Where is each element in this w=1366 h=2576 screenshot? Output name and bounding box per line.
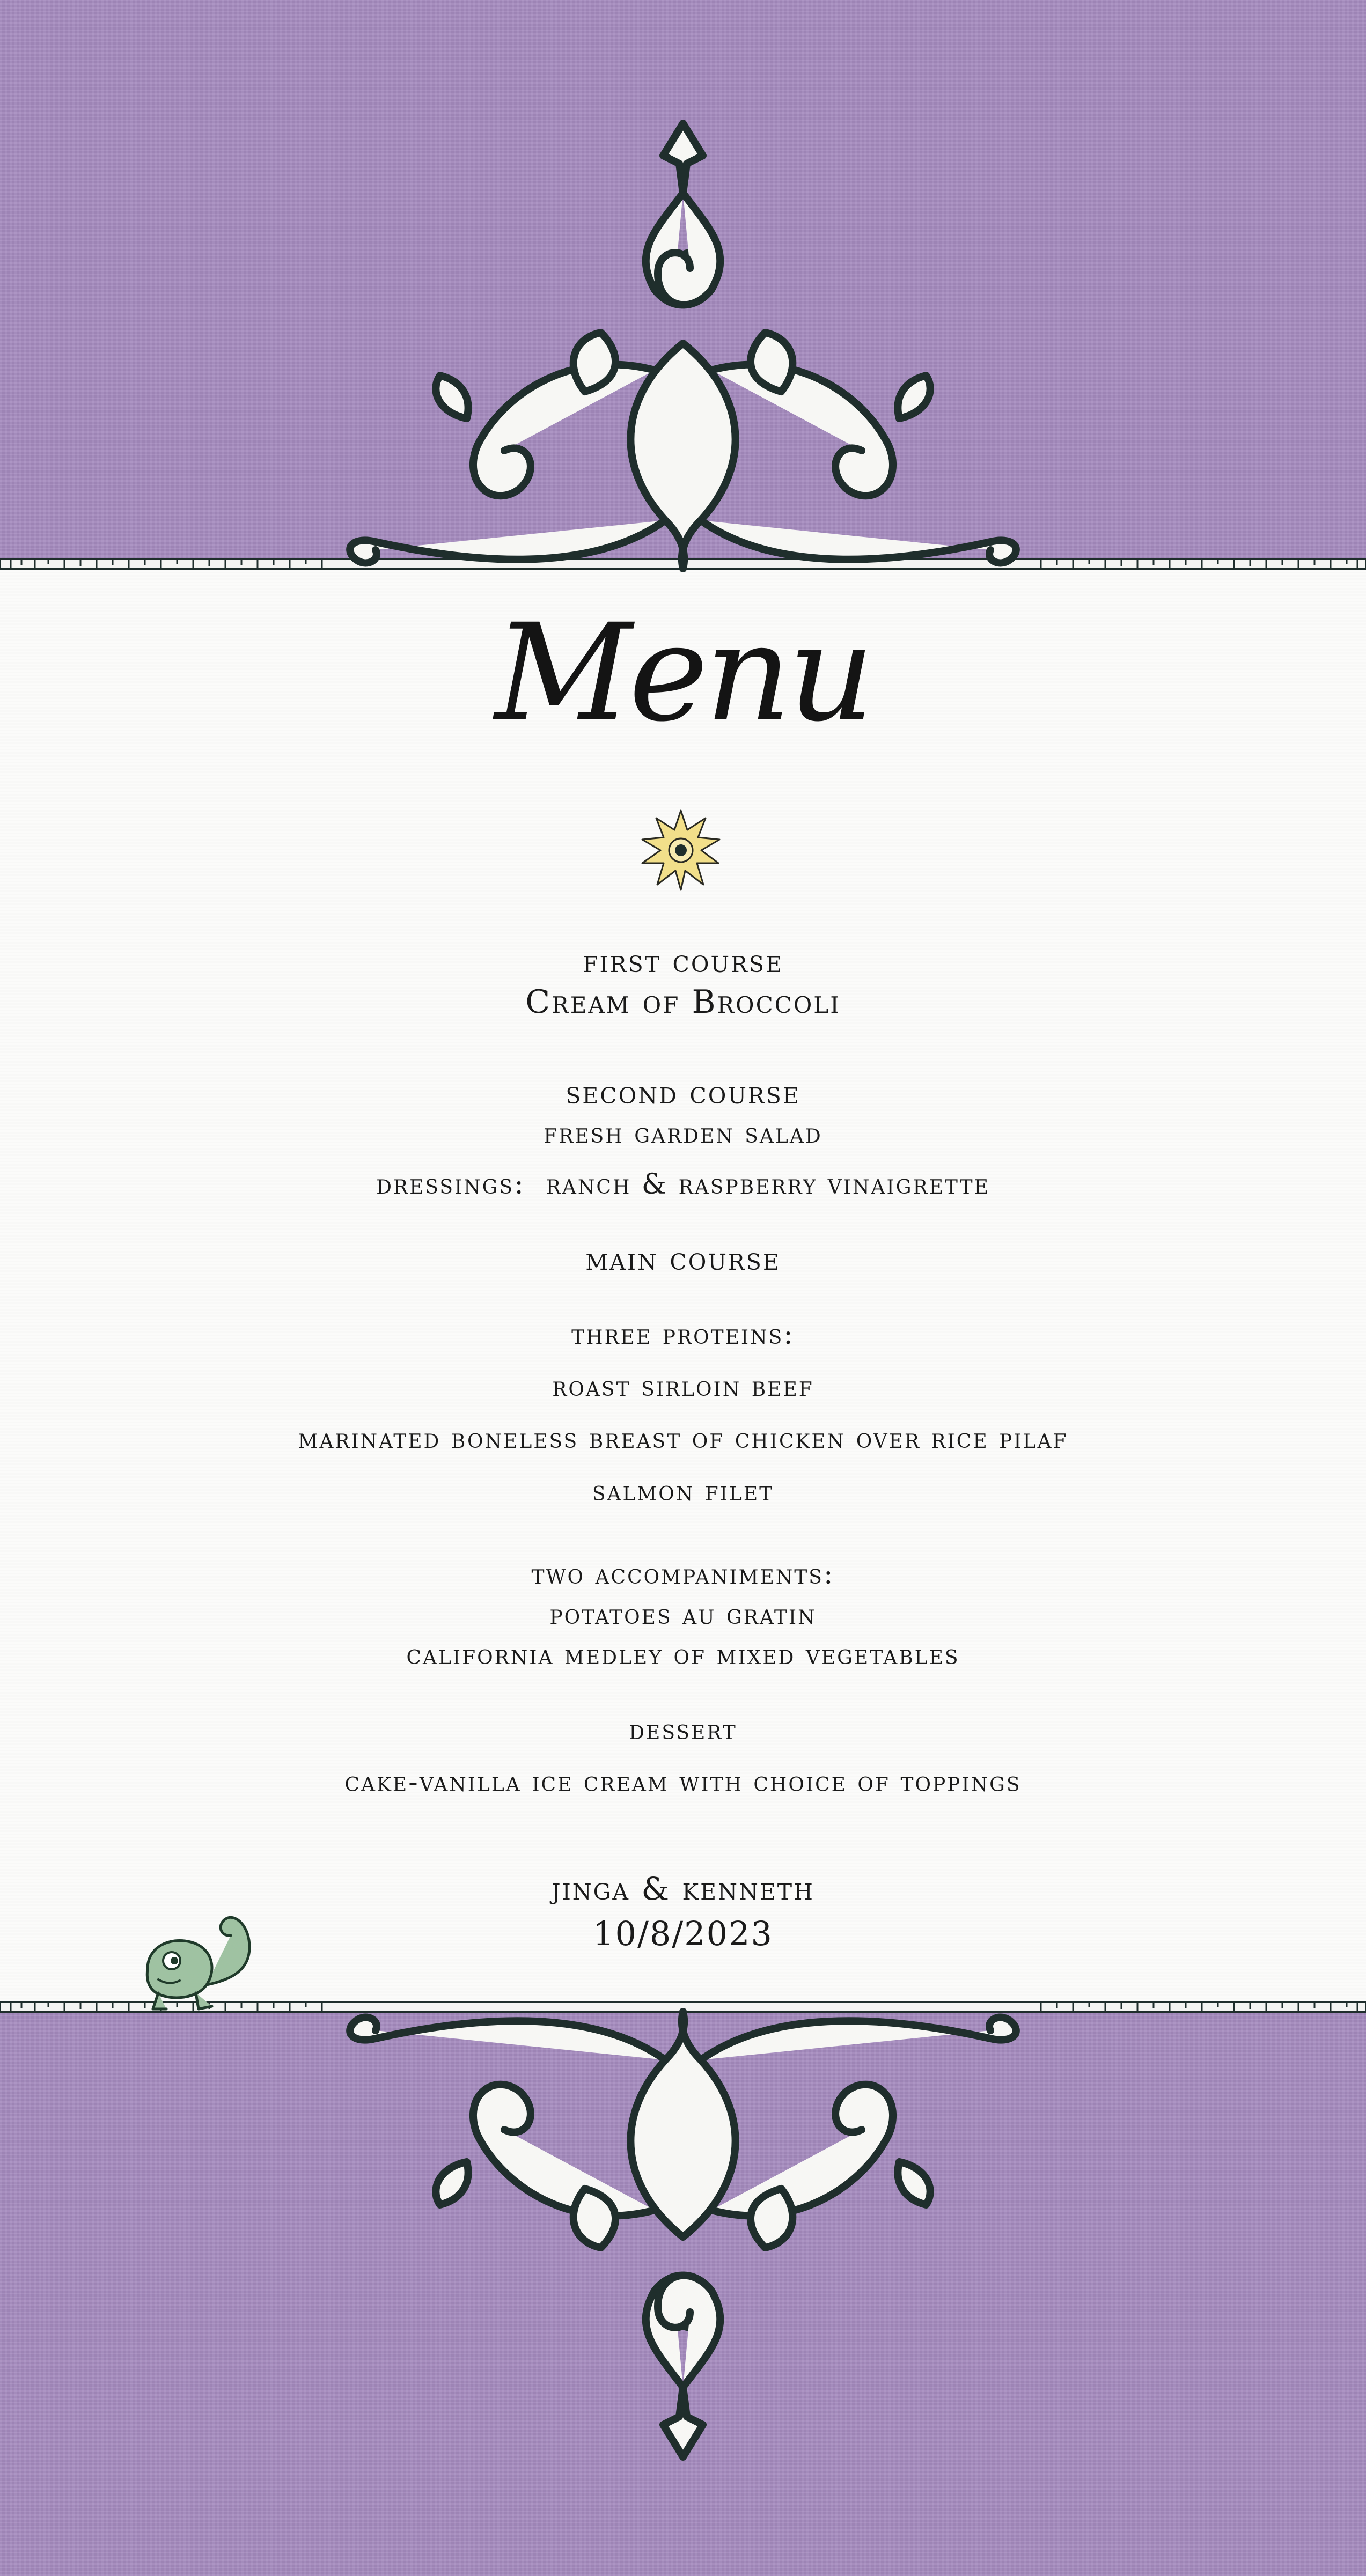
second-course-heading: second course [566,1074,800,1111]
proteins-label: three proteins: [571,1319,795,1351]
first-course-heading: first course [583,943,783,980]
protein-3: salmon filet [592,1475,774,1507]
accompaniment-2: california medley of mixed vegetables [406,1639,960,1671]
menu-title: Menu [495,595,871,751]
protein-2: marinated boneless breast of chicken over rice pilaf [298,1423,1068,1455]
couple-names: jinga & kenneth [552,1871,814,1907]
dressings-label: dressings: [376,1168,525,1201]
second-course-dressings [0,1168,1366,1201]
dessert-item: cake-vanilla ice cream with choice of toppings [344,1766,1022,1798]
second-course-salad: fresh garden salad [544,1117,822,1150]
accompaniment-1: potatoes au gratin [549,1599,817,1631]
first-course-item: Cream of Broccoli [525,983,841,1021]
main-course-heading: main course [585,1241,781,1277]
dessert-heading: dessert [629,1714,737,1746]
event-date: 10/8/2023 [593,1914,773,1953]
protein-1: roast sirloin beef [552,1371,814,1403]
dressings-value: ranch & raspberry vinaigrette [546,1168,990,1201]
accompaniments-label: two accompaniments: [531,1558,835,1591]
